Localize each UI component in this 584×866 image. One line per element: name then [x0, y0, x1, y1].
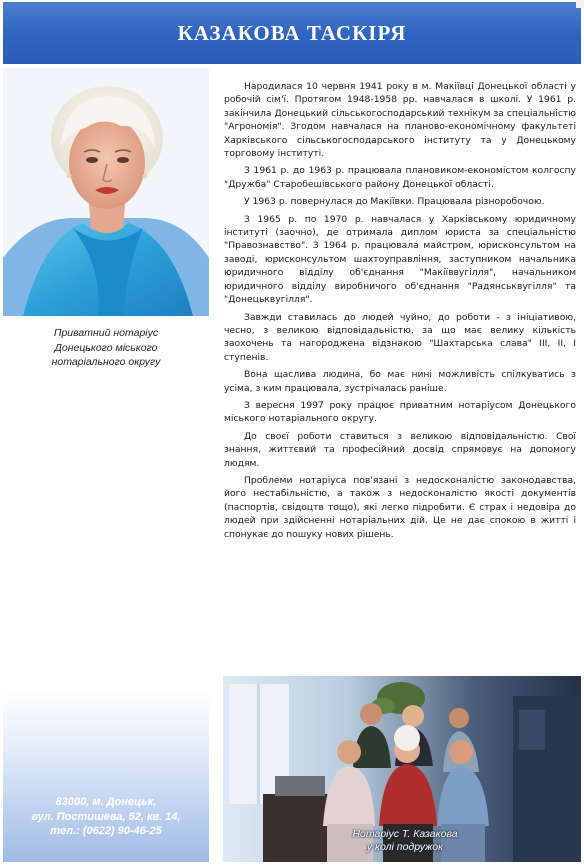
group-photo-caption [330, 828, 480, 853]
paragraph: Завжди ставилась до людей чуйно, до роботи - з ініціативою, чесно, з великою відповідальністю, за що має велику кількість заохочень та нагороджена відзнакою "Шахтарська слава" III, II, I ступенів. [224, 311, 576, 363]
paragraph: Проблеми нотаріуса пов'язані з недосконалістю законодавства, його нестабільністю, а також з недосконалістю якості документів (паспортів, свідоцтв тощо), які легко підробити. Є страх і недовіра до людей при здійсненні нотаріальних дій. Це не дає спокою в житті і спонукає до пошуку нових рішень. [224, 474, 576, 540]
page-title: КАЗАКОВА ТАСКІРЯ [177, 21, 407, 45]
caption-line: Нотаріус Т. Казакова [352, 828, 458, 840]
caption-line: Приватний нотаріус [53, 327, 159, 339]
paragraph: Вона щаслива людина, бо має нині можливість спілкуватись з усіма, з ким працювала, зустрічалась раніше. [224, 369, 576, 394]
portrait-illustration [3, 68, 209, 316]
caption-line: у колі подружок [366, 840, 444, 853]
paragraph: Народилася 10 червня 1941 року в м. Макіївці Донецької області у робочій сім'ї. Протягом 1948-1958 рр. навчалася в школі. У 1961 р. закінчила Донецький сільськогосподарський технікум за спеціальністю "Агрономія". Згодом навчалася на планово-економічному факультеті Харківського сільськогосподарського інституту та у Донецькому торговому інституті. [224, 81, 576, 160]
paragraph: З 1965 р. по 1970 р. навчалася у Харківському юридичному інституті (заочно), де отримала диплом юриста за спеціальністю "Правознавство". З 1964 р. працювала майстром, юрисконсультом на заводі, юрисконсультом шахтоуправління, заступником начальника юридичного відділу об'єднання "Макіїввугілля", начальником юридичного відділу виробничого об'єднання "Радянськвугілля" та "Донецьквугілля". [224, 213, 576, 306]
paragraph: З 1961 р. до 1963 р. працювала плановиком-економістом колгоспу "Дружба" Старобешівського району Донецької області. [224, 165, 576, 190]
caption-line: нотаріального округу [51, 356, 161, 368]
portrait-photo [3, 68, 209, 316]
contact-address [3, 795, 209, 839]
paragraph: У 1963 р. повернулася до Макіївки. Працювала різноробочою. [244, 196, 545, 208]
portrait-caption [16, 326, 196, 370]
address-line: 83000, м. Донецьк, [55, 796, 157, 808]
paragraph: З вересня 1997 року працює приватним нотаріусом Донецького міського нотаріального округу. [224, 399, 576, 425]
caption-line: Донецького міського [54, 341, 158, 354]
corner-mark [576, 0, 584, 8]
paragraph: До своєї роботи ставиться з великою відповідальністю. Свої знання, життєвий та професійний досвід спрямовує на допомогу людям. [224, 430, 576, 469]
address-line: вул. Постишева, 52, кв. 14, [31, 810, 181, 823]
phone-line: тел.: (0622) 90-46-25 [50, 825, 162, 837]
biography-text [224, 80, 576, 545]
